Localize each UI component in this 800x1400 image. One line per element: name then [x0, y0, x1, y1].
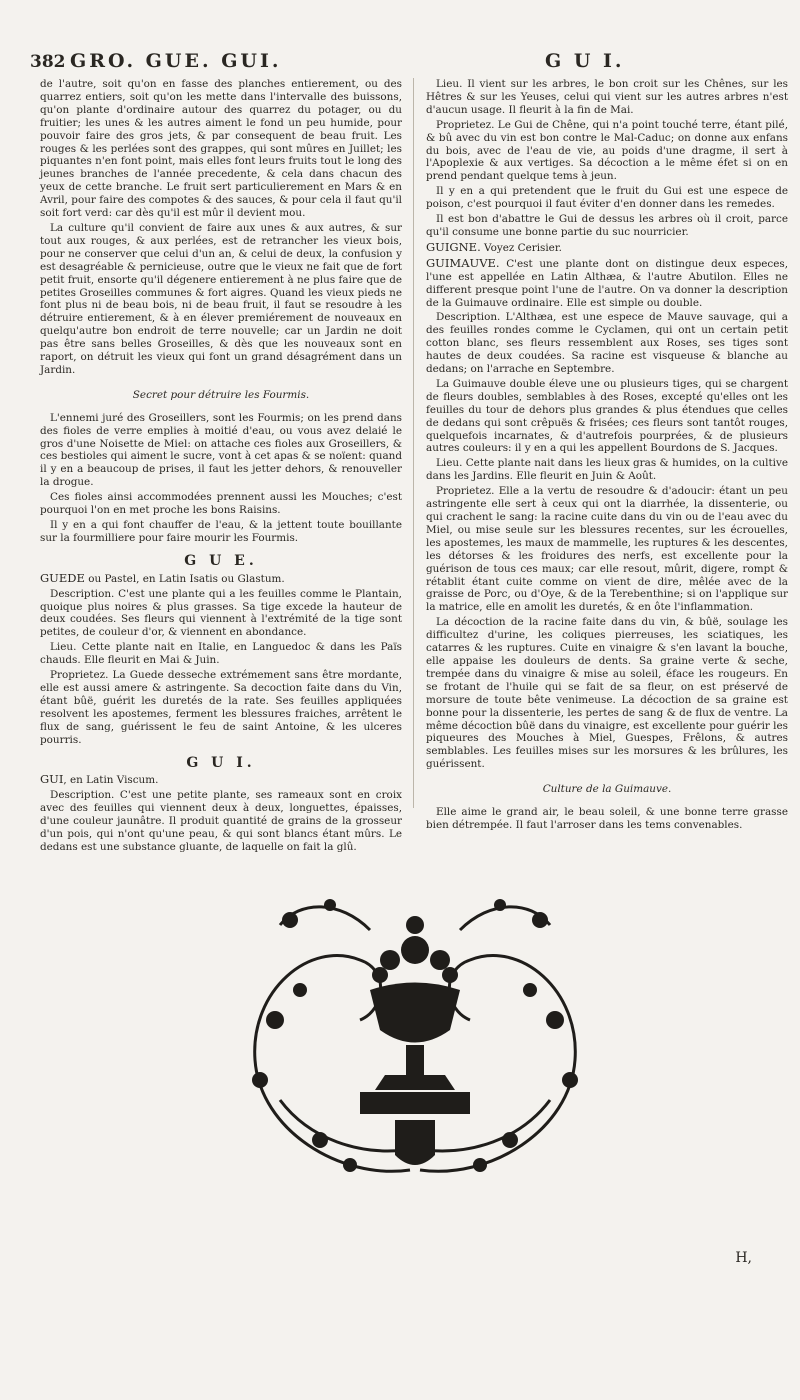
paragraph-text: Il est bon d'abattre le Gui de dessus les arbres où il croit, parce qu'il consume une bonne partie du suc nourricier.	[426, 213, 788, 238]
paragraph-text: L'ennemi juré des Groseillers, sont les Fourmis; on les prend dans des fioles de verre emplies à moitié d'eau, ou vous avez delaié le gros d'une Noisette de Miel: on attache ces fioles aux Groseillers, & ces bestioles qui aiment le sucre, vont à cet apas & se noïent: quand il y en a beaucoup de prises, il faut les jetter dehors, & renouveller la drogue.	[40, 411, 402, 489]
paragraph	[40, 491, 402, 517]
paragraph-text: La culture qu'il convient de faire aux unes & aux autres, & sur tout aux rouges, & aux perlées, est de retrancher les vieux bois, pour ne conserver que celui d'un an, & celui de deux, la confusion y est desagréable & pernicieuse, outre que le vieux ne fait que de fort petit fruit, ensorte qu'il dégenere entierement à ne plus faire que de petites Groseilles communes & fort aigres. Quand les vieux pieds ne font plus ni de beau bois, ni de beau fruit, il faut se resoudre à les détruire entierement, & à en élever premiérement de nouveaux en quelqu'autre bon endroit de terre nouvelle; car un Jardin ne doit pas être sans belles Groseilles, & dès que les nouveaux sont en raport, on détruit les vieux qui font un grand désagrément dans un Jardin.	[40, 221, 402, 376]
paragraph	[426, 378, 788, 455]
paragraph	[426, 457, 788, 483]
paragraph-text: ou Pastel, en Latin Isatis ou Glastum.	[84, 572, 285, 585]
paragraph-text: Lieu. Il vient sur les arbres, le bon croit sur les Chênes, sur les Hêtres & sur les Yeuses, celui qui vient sur les autres arbres n'est d'aucun usage. Il fleurit à la fin de Mai.	[426, 78, 788, 116]
paragraph	[426, 119, 788, 184]
paragraph-text: , en Latin Viscum.	[63, 774, 159, 787]
paragraph-text: C'est une plante dont on distingue deux especes, l'une est appellée en Latin Althæa, & l'autre Abutilon. Elles ne different presque point l'une de l'autre. On va donner la description de la Guimauve ordinaire. Elle est simple ou double.	[426, 257, 788, 309]
entry-term: GUIMAUVE.	[426, 255, 500, 270]
entry-term: GUI	[40, 772, 64, 787]
paragraph	[426, 241, 788, 255]
paragraph-text: Secret pour détruire les Fourmis.	[132, 388, 310, 401]
paragraph	[40, 222, 402, 377]
paragraph-text: Lieu. Cette plante nait dans les lieux gras & humides, on la cultive dans les Jardins. Elle fleurit en Juin & Août.	[426, 457, 788, 483]
paragraph	[426, 78, 788, 117]
column-rule	[413, 78, 414, 808]
paragraph-text: Description. C'est une plante qui a les feuilles comme le Plantain, quoique plus noires & plus grasses. Sa tige excede la hauteur de deux coudées. Ses fleurs qui viennent à l'extrémité de la tige sont petites, de couleur d'or, & viennent en abondance.	[40, 587, 402, 639]
entry-term: GUEDE	[40, 570, 85, 585]
urn-base	[375, 1075, 455, 1090]
paragraph	[40, 78, 402, 220]
paragraph	[40, 519, 402, 545]
section-title	[40, 552, 402, 569]
paragraph-text: Proprietez. Le Gui de Chêne, qui n'a point touché terre, étant pilé, & bû avec du vin est bon contre le Mal-Caduc; on donne aux enfans du bois, avec de l'eau de vie, au poids d'une dragme, il sert à l'Apoplexie & aux vertiges. Sa décoction a le même éfet si on en prend pendant quelque tems à jeun.	[426, 118, 788, 183]
paragraph-text: Lieu. Cette plante nait en Italie, en Languedoc & dans les Païs chauds. Elle fleurit en Mai & Juin.	[40, 641, 402, 667]
paragraph	[40, 572, 402, 586]
entry-term: GUIGNE.	[426, 239, 481, 254]
section-heading	[426, 783, 788, 796]
paragraph	[40, 412, 402, 489]
paragraph-text: Proprietez. La Guede desseche extrémement sans être mordante, elle est aussi amere & astringente. Sa decoction faite dans du Vin, étant bûë, guérit les duretés de la rate. Ses feuilles appliquées resolvent les apostemes, ferment les blessures fraiches, arrêtent le flux de sang, guérissent le feu de saint Antoine, & les ulceres pourris.	[40, 669, 402, 746]
paragraph-text: La Guimauve double éleve une ou plusieurs tiges, qui se chargent de fleurs doubles, semblables à des Roses, excepté qu'elles ont les feuilles du tour de dehors plus grandes & plus étendues que celles de dedans qui sont crêpuës & frisées; ces fleurs sont tantôt rouges, quelquefois incarnates, & d'autrefois pourprées, & de plusieurs autres couleurs: il y en a qui les appellent Bourdons de S. Jacques.	[426, 377, 788, 455]
running-head-left: GRO. GUE. GUI.	[70, 50, 282, 72]
paragraph-text: Voyez Cerisier.	[480, 241, 562, 254]
paragraph-text: Proprietez. Elle a la vertu de resoudre & d'adoucir: étant un peu astringente elle sert à ceux qui ont la diarrhée, la dissenterie, ou qui crachent le sang: la racine cuite dans du vin ou de l'eau avec du Miel, ou mise seule sur les blessures recentes, sur les écrouelles, les apostemes, les maux de mammelle, les ruptures & les descentes, les détorses & les froidures des nerfs, est excellente pour la guérison de tous ces maux; car elle resout, mûrit, digere, rompt & rétablit étant cuite comme on vient de dire, mêlée avec de la graisse de Porc, ou d'Oye, & de la Terebenthine; si on l'applique sur la matrice, elle en amolit les duretés, & en ôte l'inflammation.	[426, 485, 788, 614]
paragraph-text: Il y en a qui font chauffer de l'eau, & la jettent toute bouillante sur la fourmilliere pour faire mourir les Fourmis.	[40, 519, 402, 544]
page-number: 382	[30, 52, 66, 72]
paragraph	[40, 669, 402, 746]
paragraph	[426, 257, 788, 310]
paragraph-text: Ces fioles ainsi accommodées prennent aussi les Mouches; c'est pourquoi l'on en met proche les bons Raisins.	[40, 491, 402, 517]
paragraph	[426, 616, 788, 771]
paragraph	[40, 588, 402, 640]
paragraph-text: La décoction de la racine faite dans du vin, & bûë, soulage les difficultez d'urine, les coliques pierreuses, les sciatiques, les catarres & les ruptures. Cuite en vinaigre & s'en lavant la bouche, elle appaise les douleurs de dents. Sa graine verte & seche, trempée dans du vinaigre & mise au soleil, éface les rougeurs. En se frotant de l'huile qui se fait de sa fleur, on est préservé de morsure de toute bête venimeuse. La décoction de sa graine est bonne pour la dissenterie, les pertes de sang & de flux de ventre. La même décoction bûë dans du vinaigre, est excellente pour guérir les piqueures des Mouches à Miel, Guespes, Frêlons, & autres semblables. Les feuilles mises sur les morsures & les brûlures, les guérissent.	[426, 616, 788, 771]
paragraph	[426, 311, 788, 376]
running-head-right: G U I.	[545, 50, 625, 72]
section-title	[40, 754, 402, 771]
paragraph-text: Elle aime le grand air, le beau soleil, & une bonne terre grasse bien détrempée. Il faut l'arroser dans les tems convenables.	[426, 806, 788, 831]
paragraph-text: Description. L'Althæa, est une espece de Mauve sauvage, qui a des feuilles rondes comme le Cyclamen, qui ont un certain petit cotton blanc, ses fleurs ressemblent aux Roses, ses tiges sont hautes de deux coudées. Sa racine est visqueuse & blanche au dedans; on l'arrache en Septembre.	[426, 311, 788, 376]
urn-bowl	[370, 983, 460, 1043]
shield-cartouche	[395, 1120, 435, 1165]
paragraph	[426, 185, 788, 211]
paragraph	[426, 485, 788, 614]
catchword: H,	[735, 1250, 752, 1266]
paragraph-text: Description. C'est une petite plante, ses rameaux sont en croix avec des feuilles qui viennent deux à deux, longuettes, épaisses, d'une couleur jaunâtre. Il produit quantité de grains de la grosseur d'un pois, qui n'ont qu'une peau, & qui sont blancs étant mûrs. Le dedans est une substance gluante, de laquelle on fait la glû.	[40, 789, 402, 853]
paragraph-text: Culture de la Guimauve.	[542, 783, 672, 796]
paragraph-text: G U I.	[186, 754, 256, 771]
left-column	[40, 78, 402, 856]
paragraph-text: G U E.	[184, 552, 258, 569]
paragraph	[426, 213, 788, 239]
urn-stem	[406, 1045, 424, 1075]
paragraph	[40, 789, 402, 854]
paragraph	[40, 641, 402, 667]
paragraph	[40, 773, 402, 787]
right-column	[426, 78, 788, 834]
pedestal	[360, 1092, 470, 1114]
section-heading	[40, 389, 402, 402]
paragraph	[426, 806, 788, 832]
floral-urn-vignette-icon	[220, 870, 610, 1200]
paragraph-text: de l'autre, soit qu'on en fasse des planches entierement, ou des quarrez entiers, soit qu'on les mette dans l'intervalle des buissons, qu'on plante d'ordinaire autour des quarrez du potager, ou du fruitier; les unes & les autres aiment le fond un peu humide, pour pouvoir faire des gros jets, & par consequent de beau fruit. Les rouges & les perlées sont des grappes, qui sont mûres en Juillet; les piquantes n'en font point, mais elles font leurs fruits tout le long des jeunes branches de l'année precedente, & cela dans chacun des yeux de cette branche. Le fruit sert particulierement en Mars & en Avril, pour faire des compotes & des sauces, & pour cela il faut qu'il soit fort verd: car dès qu'il est mûr il devient mou.	[40, 78, 402, 220]
paragraph-text: Il y en a qui pretendent que le fruit du Gui est une espece de poison, c'est pourquoi il faut éviter d'en donner dans les remedes.	[426, 185, 788, 211]
